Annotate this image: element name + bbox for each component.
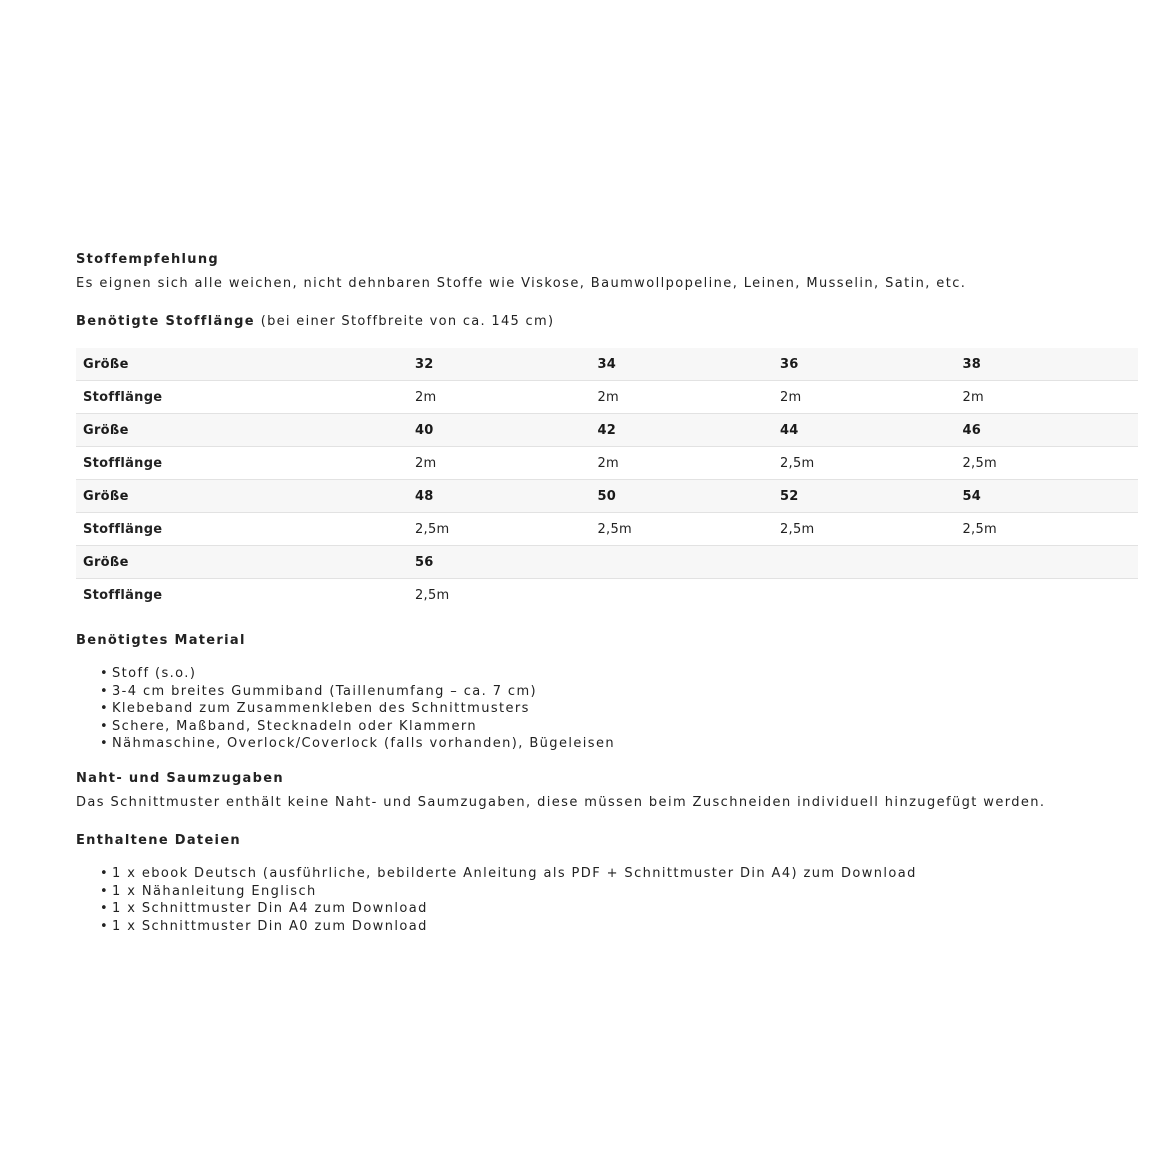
row-label: Stofflänge xyxy=(76,513,408,546)
seam-allowance-section xyxy=(76,769,1138,813)
table-cell: 40 xyxy=(408,414,591,447)
row-label: Größe xyxy=(76,480,408,513)
list-item: • Stoff (s.o.) xyxy=(112,665,1138,683)
included-files-list xyxy=(76,865,1138,935)
fabric-recommendation-text: Es eignen sich alle weichen, nicht dehnbaren Stoffe wie Viskose, Baumwollpopeline, Leinen, Musselin, Satin, etc. xyxy=(76,276,967,291)
table-cell: 38 xyxy=(955,348,1138,381)
fabric-recommendation-heading: Stoffempfehlung xyxy=(76,252,219,267)
table-cell: 2,5m xyxy=(408,579,591,612)
product-description xyxy=(76,250,1138,935)
list-item: • 1 x Schnittmuster Din A4 zum Download xyxy=(112,900,1138,918)
table-cell: 2,5m xyxy=(773,513,956,546)
row-label: Stofflänge xyxy=(76,381,408,414)
table-cell xyxy=(773,579,956,612)
table-row xyxy=(76,348,1138,381)
table-cell: 2m xyxy=(408,381,591,414)
table-row xyxy=(76,447,1138,480)
table-cell xyxy=(955,579,1138,612)
table-cell xyxy=(590,546,773,579)
table-cell: 2m xyxy=(773,381,956,414)
table-row xyxy=(76,513,1138,546)
table-cell: 54 xyxy=(955,480,1138,513)
included-files-heading: Enthaltene Dateien xyxy=(76,832,241,848)
fabric-recommendation-section xyxy=(76,250,1138,294)
table-cell: 34 xyxy=(590,348,773,381)
fabric-length-heading-line xyxy=(76,312,1138,332)
table-cell xyxy=(773,546,956,579)
table-cell xyxy=(590,579,773,612)
table-row xyxy=(76,414,1138,447)
list-item: • 3-4 cm breites Gummiband (Taillenumfang – ca. 7 cm) xyxy=(112,683,1138,701)
table-cell: 2,5m xyxy=(955,513,1138,546)
row-label: Stofflänge xyxy=(76,579,408,612)
fabric-length-heading: Benötigte Stofflänge xyxy=(76,314,255,329)
row-label: Größe xyxy=(76,348,408,381)
material-section xyxy=(76,631,1138,753)
table-cell: 44 xyxy=(773,414,956,447)
table-cell: 52 xyxy=(773,480,956,513)
list-item: • Klebeband zum Zusammenkleben des Schnittmusters xyxy=(112,700,1138,718)
table-cell: 2,5m xyxy=(955,447,1138,480)
fabric-length-section xyxy=(76,312,1138,611)
material-heading: Benötigtes Material xyxy=(76,633,246,648)
fabric-length-table xyxy=(76,348,1138,611)
table-row xyxy=(76,579,1138,612)
table-cell: 46 xyxy=(955,414,1138,447)
table-cell: 36 xyxy=(773,348,956,381)
table-cell: 2,5m xyxy=(773,447,956,480)
seam-allowance-heading: Naht- und Saumzugaben xyxy=(76,770,284,786)
seam-allowance-text: Das Schnittmuster enthält keine Naht- und Saumzugaben, diese müssen beim Zuschneiden individuell hinzugefügt werden. xyxy=(76,794,1046,810)
row-label: Stofflänge xyxy=(76,447,408,480)
table-cell: 56 xyxy=(408,546,591,579)
list-item: • Nähmaschine, Overlock/Coverlock (falls vorhanden), Bügeleisen xyxy=(112,735,1138,753)
table-cell: 48 xyxy=(408,480,591,513)
list-item: • 1 x ebook Deutsch (ausführliche, bebilderte Anleitung als PDF + Schnittmuster Din A4) zum Download xyxy=(112,865,1138,883)
row-label: Größe xyxy=(76,414,408,447)
table-cell xyxy=(955,546,1138,579)
table-cell: 42 xyxy=(590,414,773,447)
table-cell: 2,5m xyxy=(590,513,773,546)
table-cell: 2,5m xyxy=(408,513,591,546)
table-cell: 50 xyxy=(590,480,773,513)
table-cell: 32 xyxy=(408,348,591,381)
table-cell: 2m xyxy=(590,447,773,480)
list-item: • 1 x Nähanleitung Englisch xyxy=(112,883,1138,901)
list-item: • 1 x Schnittmuster Din A0 zum Download xyxy=(112,918,1138,936)
table-cell: 2m xyxy=(590,381,773,414)
table-cell: 2m xyxy=(955,381,1138,414)
included-files-section xyxy=(76,831,1138,935)
table-cell: 2m xyxy=(408,447,591,480)
list-item: • Schere, Maßband, Stecknadeln oder Klammern xyxy=(112,718,1138,736)
table-row xyxy=(76,546,1138,579)
material-list xyxy=(76,665,1138,753)
table-row xyxy=(76,480,1138,513)
table-row xyxy=(76,381,1138,414)
row-label: Größe xyxy=(76,546,408,579)
fabric-length-note: (bei einer Stoffbreite von ca. 145 cm) xyxy=(260,314,555,329)
